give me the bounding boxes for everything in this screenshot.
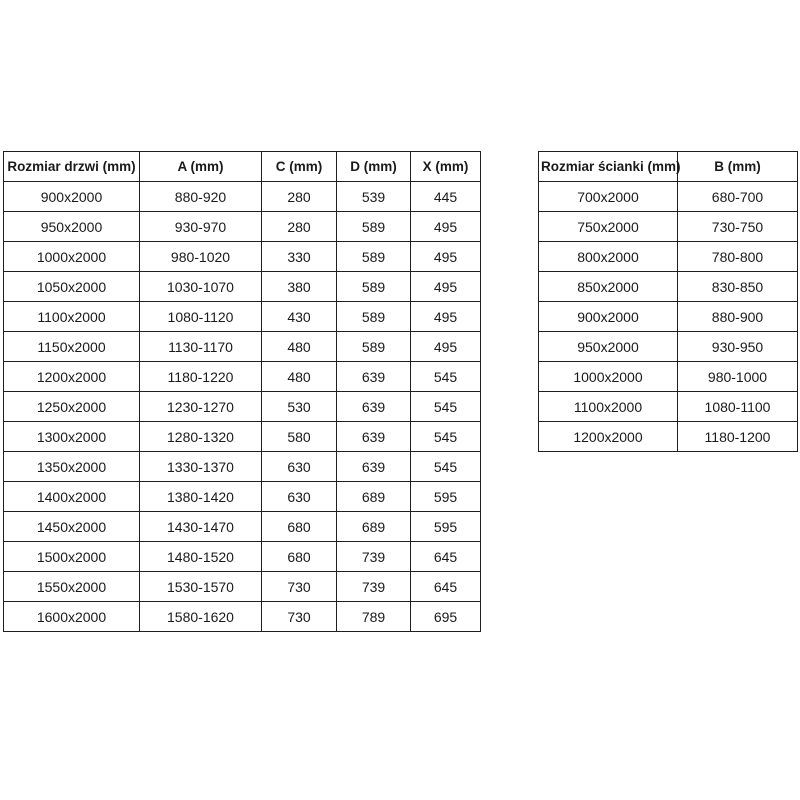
table-cell: 445 bbox=[411, 182, 481, 212]
table-cell: 639 bbox=[337, 452, 411, 482]
table-cell: 1080-1100 bbox=[678, 392, 798, 422]
table-cell: 695 bbox=[411, 602, 481, 632]
table-cell: 1050x2000 bbox=[4, 272, 140, 302]
table-cell: 730-750 bbox=[678, 212, 798, 242]
table-cell: 830-850 bbox=[678, 272, 798, 302]
column-header: B (mm) bbox=[678, 152, 798, 182]
table-cell: 280 bbox=[262, 212, 337, 242]
table-cell: 950x2000 bbox=[4, 212, 140, 242]
table-cell: 880-900 bbox=[678, 302, 798, 332]
table-cell: 930-970 bbox=[140, 212, 262, 242]
table-cell: 980-1020 bbox=[140, 242, 262, 272]
table-cell: 780-800 bbox=[678, 242, 798, 272]
table-cell: 689 bbox=[337, 482, 411, 512]
table-cell: 1550x2000 bbox=[4, 572, 140, 602]
table-cell: 595 bbox=[411, 512, 481, 542]
table-cell: 380 bbox=[262, 272, 337, 302]
table-cell: 1580-1620 bbox=[140, 602, 262, 632]
table-cell: 680 bbox=[262, 542, 337, 572]
table-cell: 1230-1270 bbox=[140, 392, 262, 422]
table-cell: 1200x2000 bbox=[4, 362, 140, 392]
table-cell: 545 bbox=[411, 392, 481, 422]
header-row bbox=[539, 152, 798, 182]
table-cell: 480 bbox=[262, 362, 337, 392]
table-cell: 680-700 bbox=[678, 182, 798, 212]
table-cell: 1200x2000 bbox=[539, 422, 678, 452]
table-cell: 430 bbox=[262, 302, 337, 332]
table-row bbox=[4, 602, 481, 632]
table-row bbox=[539, 302, 798, 332]
table-cell: 1150x2000 bbox=[4, 332, 140, 362]
table-cell: 900x2000 bbox=[539, 302, 678, 332]
table-cell: 545 bbox=[411, 452, 481, 482]
table-cell: 1100x2000 bbox=[4, 302, 140, 332]
table-cell: 930-950 bbox=[678, 332, 798, 362]
table-cell: 330 bbox=[262, 242, 337, 272]
table-cell: 1000x2000 bbox=[4, 242, 140, 272]
table-cell: 1530-1570 bbox=[140, 572, 262, 602]
table-row bbox=[4, 422, 481, 452]
table-cell: 495 bbox=[411, 272, 481, 302]
table-row bbox=[4, 332, 481, 362]
table-row bbox=[539, 392, 798, 422]
table-row bbox=[4, 512, 481, 542]
wall-table-body bbox=[539, 182, 798, 452]
column-header: A (mm) bbox=[140, 152, 262, 182]
table-cell: 630 bbox=[262, 482, 337, 512]
table-row bbox=[539, 422, 798, 452]
table-row bbox=[539, 332, 798, 362]
table-cell: 589 bbox=[337, 242, 411, 272]
table-cell: 495 bbox=[411, 332, 481, 362]
table-cell: 495 bbox=[411, 242, 481, 272]
table-row bbox=[4, 362, 481, 392]
column-header: Rozmiar ścianki (mm) bbox=[539, 152, 678, 182]
table-cell: 280 bbox=[262, 182, 337, 212]
table-cell: 1100x2000 bbox=[539, 392, 678, 422]
table-cell: 645 bbox=[411, 572, 481, 602]
table-cell: 1130-1170 bbox=[140, 332, 262, 362]
column-header: Rozmiar drzwi (mm) bbox=[4, 152, 140, 182]
table-cell: 589 bbox=[337, 302, 411, 332]
table-cell: 1000x2000 bbox=[539, 362, 678, 392]
table-cell: 589 bbox=[337, 332, 411, 362]
table-cell: 1300x2000 bbox=[4, 422, 140, 452]
table-cell: 730 bbox=[262, 572, 337, 602]
table-cell: 1450x2000 bbox=[4, 512, 140, 542]
table-row bbox=[539, 242, 798, 272]
header-row bbox=[4, 152, 481, 182]
table-cell: 980-1000 bbox=[678, 362, 798, 392]
table-cell: 800x2000 bbox=[539, 242, 678, 272]
table-row bbox=[539, 212, 798, 242]
table-cell: 1030-1070 bbox=[140, 272, 262, 302]
table-cell: 545 bbox=[411, 422, 481, 452]
table-cell: 589 bbox=[337, 212, 411, 242]
table-cell: 1400x2000 bbox=[4, 482, 140, 512]
table-cell: 639 bbox=[337, 392, 411, 422]
door-table-body bbox=[4, 182, 481, 632]
table-cell: 1350x2000 bbox=[4, 452, 140, 482]
table-cell: 630 bbox=[262, 452, 337, 482]
door-size-table bbox=[3, 151, 481, 632]
table-cell: 880-920 bbox=[140, 182, 262, 212]
column-header: X (mm) bbox=[411, 152, 481, 182]
table-row bbox=[539, 182, 798, 212]
table-row bbox=[4, 302, 481, 332]
column-header: C (mm) bbox=[262, 152, 337, 182]
table-cell: 595 bbox=[411, 482, 481, 512]
table-cell: 530 bbox=[262, 392, 337, 422]
table-cell: 1380-1420 bbox=[140, 482, 262, 512]
table-row bbox=[4, 182, 481, 212]
table-cell: 1180-1200 bbox=[678, 422, 798, 452]
table-row bbox=[4, 482, 481, 512]
table-row bbox=[4, 272, 481, 302]
table-cell: 639 bbox=[337, 362, 411, 392]
table-cell: 1280-1320 bbox=[140, 422, 262, 452]
table-cell: 589 bbox=[337, 272, 411, 302]
table-cell: 950x2000 bbox=[539, 332, 678, 362]
table-cell: 689 bbox=[337, 512, 411, 542]
table-cell: 1180-1220 bbox=[140, 362, 262, 392]
table-cell: 1500x2000 bbox=[4, 542, 140, 572]
door-table-header bbox=[4, 152, 481, 182]
table-cell: 739 bbox=[337, 572, 411, 602]
table-row bbox=[4, 452, 481, 482]
table-cell: 1250x2000 bbox=[4, 392, 140, 422]
table-cell: 1080-1120 bbox=[140, 302, 262, 332]
table-cell: 645 bbox=[411, 542, 481, 572]
table-cell: 700x2000 bbox=[539, 182, 678, 212]
wall-size-table bbox=[538, 151, 798, 452]
table-cell: 545 bbox=[411, 362, 481, 392]
column-header: D (mm) bbox=[337, 152, 411, 182]
table-cell: 495 bbox=[411, 302, 481, 332]
table-cell: 789 bbox=[337, 602, 411, 632]
table-cell: 680 bbox=[262, 512, 337, 542]
table-cell: 639 bbox=[337, 422, 411, 452]
table-row bbox=[4, 392, 481, 422]
table-cell: 1600x2000 bbox=[4, 602, 140, 632]
table-row bbox=[4, 542, 481, 572]
wall-table-header bbox=[539, 152, 798, 182]
table-cell: 739 bbox=[337, 542, 411, 572]
table-row bbox=[4, 212, 481, 242]
table-row bbox=[4, 242, 481, 272]
table-cell: 580 bbox=[262, 422, 337, 452]
table-cell: 750x2000 bbox=[539, 212, 678, 242]
table-cell: 1430-1470 bbox=[140, 512, 262, 542]
table-cell: 730 bbox=[262, 602, 337, 632]
table-cell: 900x2000 bbox=[4, 182, 140, 212]
table-row bbox=[539, 272, 798, 302]
table-cell: 850x2000 bbox=[539, 272, 678, 302]
table-cell: 480 bbox=[262, 332, 337, 362]
table-cell: 1330-1370 bbox=[140, 452, 262, 482]
table-cell: 495 bbox=[411, 212, 481, 242]
table-cell: 539 bbox=[337, 182, 411, 212]
table-row bbox=[539, 362, 798, 392]
table-row bbox=[4, 572, 481, 602]
table-cell: 1480-1520 bbox=[140, 542, 262, 572]
